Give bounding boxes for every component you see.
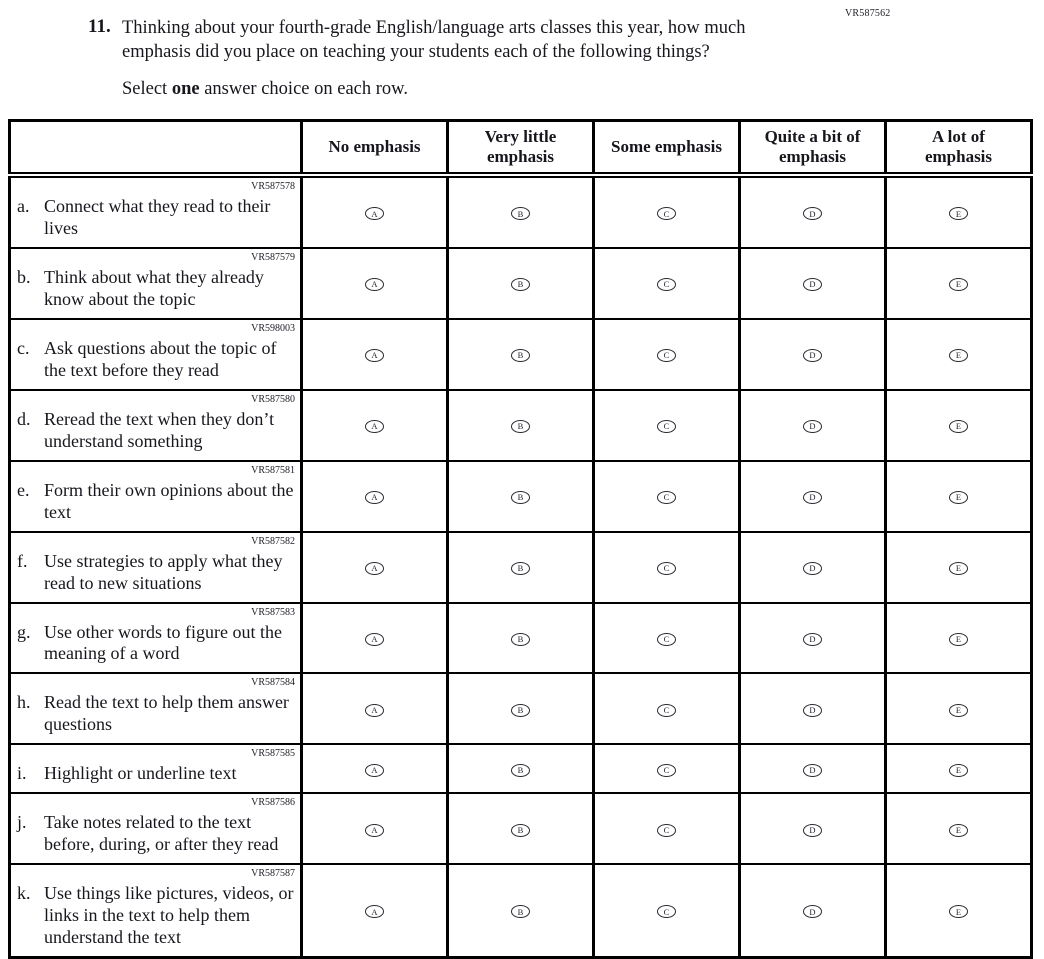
answer-cell (302, 673, 448, 744)
answer-cell (448, 603, 594, 674)
answer-cell (302, 248, 448, 319)
bubble-letter: E (955, 208, 962, 219)
item-label (17, 692, 296, 736)
answer-bubble-a[interactable] (365, 704, 384, 717)
answer-cell (448, 673, 594, 744)
table-header (10, 121, 1032, 176)
answer-cell (594, 603, 740, 674)
bubble-letter: E (955, 633, 962, 644)
item-label (17, 622, 296, 666)
answer-bubble-e[interactable] (949, 824, 968, 837)
item-text: Use things like pictures, videos, or links in the text to help them understand the text (44, 883, 294, 948)
emphasis-table (8, 119, 1033, 959)
item-text: Read the text to help them answer questions (44, 692, 289, 735)
item-letter: k. (17, 883, 31, 904)
row-label-header (10, 121, 302, 176)
bubble-letter: E (955, 350, 962, 361)
answer-cell (740, 532, 886, 603)
item-letter: i. (17, 763, 27, 784)
answer-cell (594, 864, 740, 957)
answer-bubble-c[interactable] (657, 420, 676, 433)
answer-bubble-b[interactable] (511, 491, 530, 504)
column-header (594, 121, 740, 176)
item-text: Ask questions about the topic of the text before they read (44, 337, 277, 380)
table-row (10, 319, 1032, 390)
answer-bubble-a[interactable] (365, 207, 384, 220)
table-row (10, 175, 1032, 248)
bubble-letter: A (371, 350, 378, 361)
bubble-letter: B (517, 492, 524, 503)
answer-cell (448, 793, 594, 864)
answer-cell (594, 793, 740, 864)
column-header-line: emphasis (778, 147, 847, 167)
header-row (10, 121, 1032, 176)
bubble-letter: A (371, 563, 378, 574)
item-cell (10, 603, 302, 674)
answer-bubble-a[interactable] (365, 420, 384, 433)
answer-cell (740, 744, 886, 793)
question-text: Thinking about your fourth-grade English/language arts classes this year, how much emphasis did you place on teaching your students each of the following things? (122, 18, 746, 63)
table-row (10, 793, 1032, 864)
answer-bubble-b[interactable] (511, 278, 530, 291)
answer-bubble-a[interactable] (365, 633, 384, 646)
bubble-letter: A (371, 906, 378, 917)
bubble-letter: D (809, 633, 816, 644)
answer-cell (886, 532, 1032, 603)
item-cell (10, 390, 302, 461)
answer-bubble-b[interactable] (511, 704, 530, 717)
answer-bubble-a[interactable] (365, 562, 384, 575)
answer-cell (740, 248, 886, 319)
bubble-letter: C (663, 764, 670, 775)
bubble-letter: B (517, 824, 524, 835)
bubble-letter: A (371, 824, 378, 835)
answer-bubble-e[interactable] (949, 207, 968, 220)
answer-bubble-d[interactable] (803, 420, 822, 433)
bubble-letter: D (809, 906, 816, 917)
answer-bubble-a[interactable] (365, 491, 384, 504)
bubble-letter: A (371, 492, 378, 503)
instruction-suffix: answer choice on each row. (199, 79, 408, 100)
item-code: VR587587 (251, 868, 295, 880)
answer-bubble-a[interactable] (365, 824, 384, 837)
answer-cell (448, 532, 594, 603)
question-block (88, 0, 1044, 64)
item-letter: j. (17, 812, 27, 833)
answer-cell (594, 248, 740, 319)
answer-cell (886, 673, 1032, 744)
bubble-letter: E (955, 704, 962, 715)
answer-cell (594, 532, 740, 603)
bubble-letter: B (517, 279, 524, 290)
answer-cell (886, 864, 1032, 957)
bubble-letter: B (517, 633, 524, 644)
answer-bubble-e[interactable] (949, 562, 968, 575)
item-code: VR587583 (251, 606, 295, 618)
answer-cell (302, 793, 448, 864)
answer-cell (886, 461, 1032, 532)
instruction-bold-word: one (171, 79, 200, 100)
answer-cell (594, 461, 740, 532)
column-header (302, 121, 448, 176)
item-code: VR587581 (251, 464, 295, 476)
answer-bubble-c[interactable] (657, 491, 676, 504)
answer-cell (886, 603, 1032, 674)
item-label (17, 812, 296, 856)
answer-bubble-b[interactable] (511, 420, 530, 433)
bubble-letter: C (663, 421, 670, 432)
answer-cell (886, 248, 1032, 319)
answer-cell (302, 744, 448, 793)
answer-bubble-b[interactable] (511, 764, 530, 777)
column-header-line: A lot of (932, 127, 985, 147)
answer-cell (594, 673, 740, 744)
bubble-letter: A (371, 279, 378, 290)
item-text: Use other words to figure out the meaning of a word (44, 621, 282, 664)
answer-cell (594, 390, 740, 461)
answer-cell (302, 603, 448, 674)
answer-bubble-b[interactable] (511, 633, 530, 646)
answer-bubble-b[interactable] (511, 562, 530, 575)
answer-bubble-d[interactable] (803, 278, 822, 291)
item-cell (10, 744, 302, 793)
column-header (448, 121, 594, 176)
answer-bubble-e[interactable] (949, 278, 968, 291)
item-text: Form their own opinions about the text (44, 479, 294, 522)
answer-bubble-b[interactable] (511, 905, 530, 918)
bubble-letter: E (955, 824, 962, 835)
answer-bubble-d[interactable] (803, 824, 822, 837)
answer-cell (448, 248, 594, 319)
bubble-letter: D (809, 421, 816, 432)
answer-bubble-b[interactable] (511, 824, 530, 837)
item-cell (10, 864, 302, 957)
column-header-line: emphasis (486, 147, 555, 167)
answer-bubble-d[interactable] (803, 905, 822, 918)
answer-bubble-d[interactable] (803, 562, 822, 575)
item-letter: d. (17, 408, 31, 429)
answer-cell (740, 673, 886, 744)
bubble-letter: E (955, 764, 962, 775)
answer-cell (448, 461, 594, 532)
column-header-line: Quite a bit of (764, 127, 861, 147)
item-code: VR598003 (251, 322, 295, 334)
bubble-letter: B (517, 350, 524, 361)
item-label (17, 409, 296, 453)
bubble-letter: E (955, 906, 962, 917)
answer-bubble-e[interactable] (949, 633, 968, 646)
answer-cell (448, 390, 594, 461)
answer-cell (302, 532, 448, 603)
bubble-letter: A (371, 704, 378, 715)
answer-bubble-c[interactable] (657, 824, 676, 837)
answer-cell (886, 793, 1032, 864)
bubble-letter: C (663, 824, 670, 835)
bubble-letter: E (955, 279, 962, 290)
bubble-letter: B (517, 704, 524, 715)
bubble-letter: C (663, 906, 670, 917)
answer-cell (302, 319, 448, 390)
item-label (17, 551, 296, 595)
answer-cell (302, 864, 448, 957)
item-code: VR587585 (251, 748, 295, 760)
bubble-letter: B (517, 421, 524, 432)
bubble-letter: D (809, 704, 816, 715)
item-cell (10, 673, 302, 744)
answer-cell (886, 390, 1032, 461)
answer-bubble-e[interactable] (949, 420, 968, 433)
item-code: VR587584 (251, 677, 295, 689)
answer-bubble-d[interactable] (803, 349, 822, 362)
bubble-letter: C (663, 704, 670, 715)
answer-cell (448, 744, 594, 793)
item-cell (10, 175, 302, 248)
answer-cell (740, 461, 886, 532)
instruction-prefix: Select (122, 79, 172, 100)
table-row (10, 461, 1032, 532)
answer-cell (448, 319, 594, 390)
bubble-letter: C (663, 633, 670, 644)
bubble-letter: D (809, 350, 816, 361)
question-number: 11. (88, 16, 111, 37)
bubble-letter: C (663, 208, 670, 219)
answer-bubble-d[interactable] (803, 491, 822, 504)
answer-bubble-e[interactable] (949, 905, 968, 918)
bubble-letter: D (809, 208, 816, 219)
bubble-letter: A (371, 208, 378, 219)
answer-cell (740, 175, 886, 248)
column-header-line: Some emphasis (611, 137, 722, 157)
column-header (886, 121, 1032, 176)
answer-cell (886, 319, 1032, 390)
answer-cell (594, 744, 740, 793)
bubble-letter: A (371, 633, 378, 644)
bubble-letter: D (809, 764, 816, 775)
answer-bubble-a[interactable] (365, 764, 384, 777)
item-code: VR587580 (251, 393, 295, 405)
bubble-letter: C (663, 350, 670, 361)
bubble-letter: D (809, 563, 816, 574)
item-text: Highlight or underline text (44, 763, 237, 784)
answer-bubble-e[interactable] (949, 491, 968, 504)
bubble-letter: E (955, 492, 962, 503)
item-letter: a. (17, 196, 30, 217)
answer-cell (302, 390, 448, 461)
bubble-letter: E (955, 563, 962, 574)
table-row (10, 744, 1032, 793)
answer-bubble-e[interactable] (949, 349, 968, 362)
bubble-letter: B (517, 208, 524, 219)
item-code: VR587586 (251, 797, 295, 809)
table-row (10, 864, 1032, 957)
answer-bubble-c[interactable] (657, 764, 676, 777)
item-text: Think about what they already know about the topic (44, 267, 264, 309)
item-text: Reread the text when they don’t understand something (44, 408, 275, 451)
item-letter: b. (17, 267, 31, 287)
answer-cell (448, 175, 594, 248)
item-label (17, 763, 296, 785)
answer-cell (594, 319, 740, 390)
answer-bubble-a[interactable] (365, 905, 384, 918)
answer-bubble-c[interactable] (657, 704, 676, 717)
bubble-letter: D (809, 279, 816, 290)
answer-cell (740, 864, 886, 957)
item-text: Take notes related to the text before, during, or after they read (44, 812, 279, 855)
item-code: VR587582 (251, 535, 295, 547)
instruction-text (122, 79, 1044, 100)
answer-bubble-b[interactable] (511, 207, 530, 220)
answer-cell (740, 319, 886, 390)
answer-cell (302, 461, 448, 532)
table-row (10, 532, 1032, 603)
item-letter: e. (17, 479, 30, 500)
answer-cell (886, 175, 1032, 248)
item-code: VR587579 (251, 252, 295, 263)
column-header (740, 121, 886, 176)
answer-bubble-c[interactable] (657, 905, 676, 918)
item-code: VR587578 (251, 181, 295, 193)
table-row (10, 390, 1032, 461)
answer-bubble-e[interactable] (949, 704, 968, 717)
answer-bubble-c[interactable] (657, 633, 676, 646)
bubble-letter: C (663, 492, 670, 503)
item-letter: c. (17, 337, 30, 358)
answer-bubble-a[interactable] (365, 349, 384, 362)
bubble-letter: B (517, 563, 524, 574)
answer-bubble-c[interactable] (657, 349, 676, 362)
bubble-letter: B (517, 764, 524, 775)
bubble-letter: E (955, 421, 962, 432)
answer-cell (302, 175, 448, 248)
bubble-letter: D (809, 492, 816, 503)
item-text: Connect what they read to their lives (44, 196, 271, 239)
answer-bubble-d[interactable] (803, 633, 822, 646)
answer-bubble-c[interactable] (657, 278, 676, 291)
answer-bubble-a[interactable] (365, 278, 384, 291)
item-label (17, 267, 296, 311)
bubble-letter: A (371, 764, 378, 775)
bubble-letter: A (371, 421, 378, 432)
answer-cell (886, 744, 1032, 793)
answer-cell (740, 390, 886, 461)
bubble-letter: B (517, 906, 524, 917)
item-letter: f. (17, 550, 28, 571)
item-label (17, 196, 296, 240)
form-code: VR587562 (845, 8, 891, 19)
item-label (17, 338, 296, 382)
table-row (10, 603, 1032, 674)
answer-bubble-b[interactable] (511, 349, 530, 362)
answer-bubble-e[interactable] (949, 764, 968, 777)
answer-bubble-c[interactable] (657, 562, 676, 575)
item-cell (10, 319, 302, 390)
table-body (10, 175, 1032, 957)
bubble-letter: D (809, 824, 816, 835)
answer-cell (740, 603, 886, 674)
item-text: Use strategies to apply what they read to new situations (44, 550, 283, 593)
answer-bubble-d[interactable] (803, 764, 822, 777)
answer-cell (740, 793, 886, 864)
item-letter: h. (17, 692, 31, 713)
answer-bubble-c[interactable] (657, 207, 676, 220)
item-label (17, 883, 296, 949)
item-cell (10, 793, 302, 864)
item-cell (10, 248, 302, 319)
answer-cell (594, 175, 740, 248)
table-row (10, 248, 1032, 319)
column-header-line: Very little (484, 127, 557, 147)
item-cell (10, 532, 302, 603)
table-row (10, 673, 1032, 744)
item-label (17, 480, 296, 524)
answer-bubble-d[interactable] (803, 207, 822, 220)
bubble-letter: C (663, 563, 670, 574)
column-header-line: No emphasis (328, 137, 421, 157)
item-cell (10, 461, 302, 532)
answer-bubble-d[interactable] (803, 704, 822, 717)
answer-cell (448, 864, 594, 957)
item-letter: g. (17, 621, 31, 642)
column-header-line: emphasis (924, 147, 993, 167)
bubble-letter: C (663, 279, 670, 290)
